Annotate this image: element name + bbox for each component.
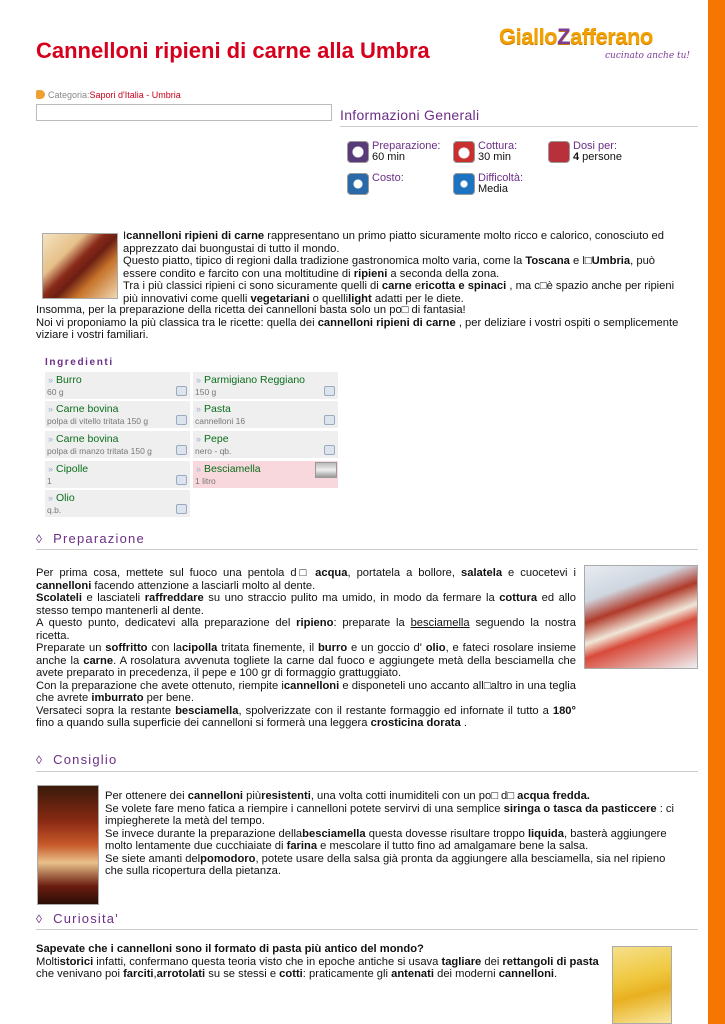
logo-text-z: Z: [557, 24, 571, 49]
ingredient-item[interactable]: » Pasta cannelloni 16: [193, 401, 338, 429]
cannelloni-photo: [42, 233, 118, 299]
category-breadcrumb: [36, 90, 181, 100]
section-consiglio-title: ◊ Consiglio: [36, 752, 118, 767]
ingredient-thumbnail: [315, 462, 337, 478]
preparazione-label: Preparazione:: [372, 140, 441, 152]
difficolta-value: Media: [478, 183, 508, 195]
preparation-text: Per prima cosa, mettete sul fuoco una pentola d□ acqua, portatela a bollore, salatela e cuocetevi i cannelloni facendo attenzione a lasciarli molto al dente. Scolateli e lasciateli raffreddare su uno straccio pulito ma umido, in modo da fermare la cottura ed allo stesso tempo mantenerli al dente. A questo punto, dedicatevi alla preparazione del ripieno: preparate la besciamella seguendo la nostra ricetta. Preparate un soffritto con lacipolla tritata finemente, il burro e un goccio d' olio, e fateci rosolare insieme anche la carne. A rosolatura avvenuta togliete la carne dal fuoco e aggiungete metà della besciamella che avete preparato in precedenza, il pepe e 100 gr di formaggio grattuggiato. Con la preparazione che avete ottenuto, riempite icannelloni e disponeteli uno accanto all□altro in una teglia che avrete imburrato per bene. Versateci sopra la restante besciamella, spolverizzate con il restante formaggio ed infornate il tutto a 180° fino a quando sulla superficie dei cannelloni si formerà una leggera crosticina dorata .: [36, 567, 577, 729]
category-link[interactable]: Sapori d'Italia - Umbria: [89, 90, 181, 100]
intro-paragraph: Icannelloni ripieni di carne rappresentano un primo piatto sicuramente molto ricco e calorico, conosciuto ed apprezzato dai buongustai di tutto il mondo. Questo piatto, tipico di regioni dalla tradizione gastronomica molto varia, come la Toscana e l□Umbria, può essere condito e farcito con una moltitudine di ripieni a seconda della zona. Tra i più classici ripieni ci sono sicuramente quelli di carne ericotta e spinaci , ma c□è spazio anche per ripieni più innovativi come quelli vegetariani o quellilight adatti per le diete.: [123, 230, 675, 305]
ingredient-item[interactable]: » Olio q.b.: [45, 490, 190, 518]
dosi-unit: persone: [579, 151, 622, 163]
intro-paragraph-continued: Insomma, per la preparazione della ricetta dei cannelloni basta solo un po□ di fantasia! Noi vi proponiamo la più classica tra le ricette: quella dei cannelloni ripieni di carne , per deliziare i vostri ospiti o semplicemente viziare i vostri familiari.: [36, 304, 679, 341]
preparazione-value: 60 min: [372, 151, 406, 163]
recipe-title: Cannelloni ripieni di carne alla Umbra: [36, 38, 430, 63]
empty-field: [36, 104, 332, 121]
curiosity-text: Sapevate che i cannelloni sono il formato di pasta più antico del mondo? Moltistorici infatti, confermano questa teoria visto che in epoche antiche si usava tagliare dei rettangoli di pasta che venivano poi farciti,arrotolati su se stessi e cotti: praticamente gli antenati dei moderni cannelloni.: [36, 943, 599, 980]
ingredient-item[interactable]: » Carne bovina polpa di vitello tritata 150 g: [45, 401, 190, 429]
side-accent-bar: [708, 0, 725, 1024]
tag-icon[interactable]: [176, 475, 187, 485]
logo-text-a: Giallo: [499, 24, 558, 49]
difficolta-label: Difficoltà:: [478, 172, 524, 184]
info-divider: [340, 126, 698, 127]
tag-icon[interactable]: [324, 386, 335, 396]
preparation-photo: [584, 565, 698, 669]
money-icon: [347, 173, 369, 195]
difficulty-icon: [453, 173, 475, 195]
tag-icon[interactable]: [176, 415, 187, 425]
tag-icon[interactable]: [324, 415, 335, 425]
timer-icon: [453, 141, 475, 163]
ingredient-item[interactable]: » Besciamella 1 litro: [193, 461, 338, 489]
tag-icon[interactable]: [324, 445, 335, 455]
ingredient-item[interactable]: » Burro 60 g: [45, 372, 190, 400]
advice-photo: [37, 785, 99, 905]
section-preparazione-title: ◊ Preparazione: [36, 531, 145, 546]
giallozafferano-logo[interactable]: [497, 14, 691, 70]
tag-icon[interactable]: [176, 386, 187, 396]
section-divider: [36, 771, 698, 772]
tag-icon: [36, 90, 45, 99]
logo-tagline: cucinato anche tu!: [605, 51, 691, 61]
section-curiosita-title: ◊ Curiosita': [36, 911, 119, 926]
curiosity-photo: [612, 946, 672, 1024]
ingredient-item[interactable]: » Pepe nero - qb.: [193, 431, 338, 459]
advice-text: Per ottenere dei cannelloni piùresistenti, una volta cotti inumiditeli con un po□ d□ acqua fredda. Se volete fare meno fatica a riempire i cannelloni potete servirvi di una semplice siringa o tasca da pasticcere : ci impiegherete la metà del tempo. Se invece durante la preparazione dellabesciamella questa dovesse risultare troppo liquida, basterà aggiungere molto lentamente due cucchiaiate di farina e mescolare il tutto fino ad amalgamare bene la salsa. Se siete amanti delpomodoro, potete usare della salsa già pronta da aggiungere alla besciamella, sia nel ripieno che sulla ricopertura della pietanza.: [105, 790, 674, 877]
cottura-value: 30 min: [478, 151, 512, 163]
category-label: Categoria:: [48, 90, 90, 100]
people-icon: [548, 141, 570, 163]
cottura-label: Cottura:: [478, 140, 518, 152]
section-divider: [36, 549, 698, 550]
dosi-value: [573, 152, 622, 163]
clock-icon: [347, 141, 369, 163]
dosi-number: 4: [573, 151, 580, 163]
ingredients-title: Ingredienti: [45, 357, 114, 368]
tag-icon[interactable]: [176, 445, 187, 455]
ingredient-item[interactable]: » Parmigiano Reggiano 150 g: [193, 372, 338, 400]
section-divider: [36, 929, 698, 930]
ingredient-item[interactable]: » Cipolle 1: [45, 461, 190, 489]
info-title: Informazioni Generali: [340, 107, 480, 123]
dosi-label: Dosi per:: [573, 140, 618, 152]
logo-text-b: afferano: [570, 24, 653, 49]
ingredient-item[interactable]: » Carne bovina polpa di manzo tritata 150 g: [45, 431, 190, 459]
tag-icon[interactable]: [176, 504, 187, 514]
costo-label: Costo:: [372, 172, 404, 184]
